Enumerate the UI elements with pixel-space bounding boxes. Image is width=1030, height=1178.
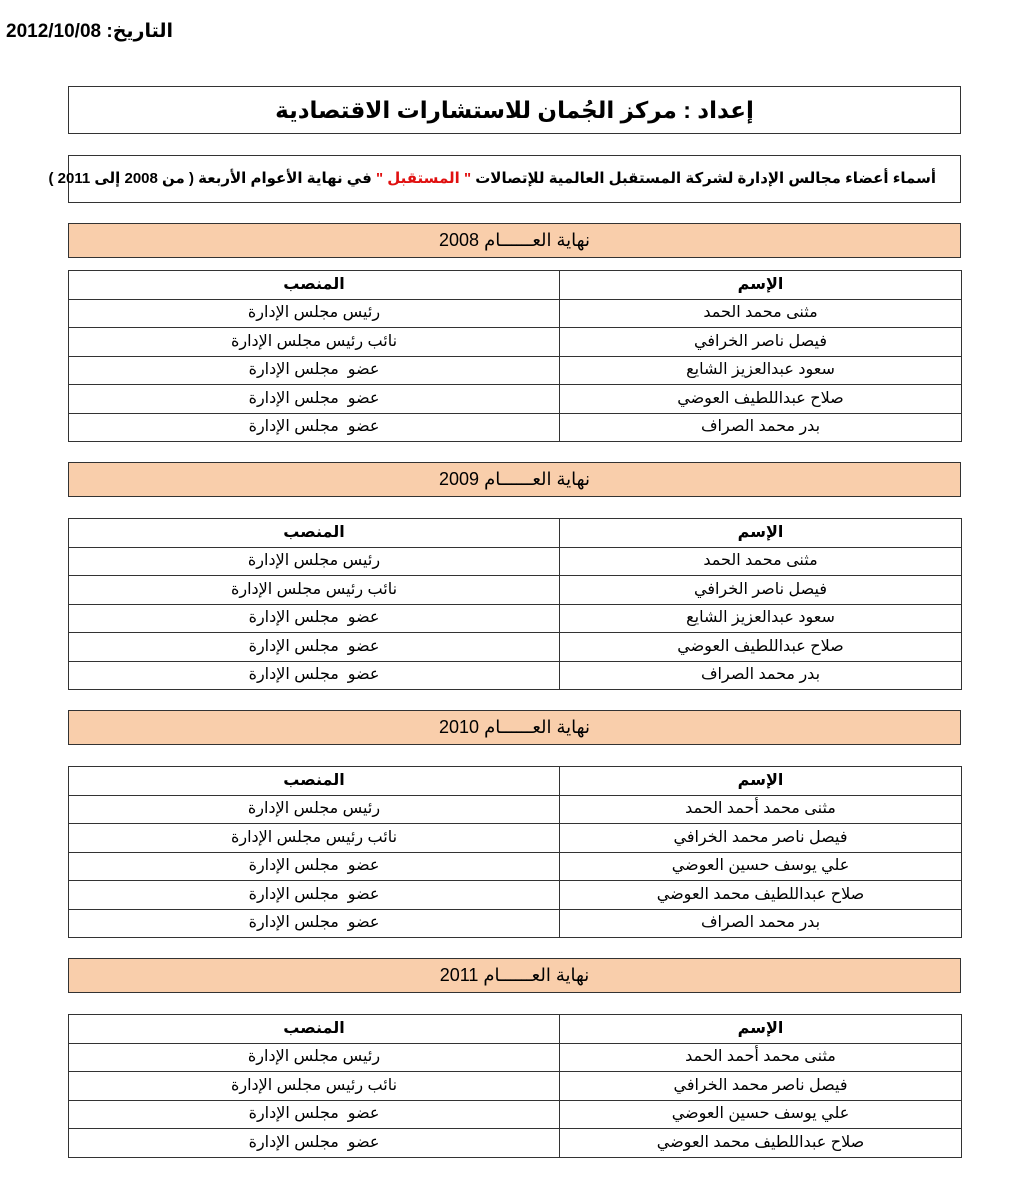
- member-position: عضو مجلس الإدارة: [69, 852, 560, 881]
- table-row: [69, 909, 962, 938]
- member-position: عضو مجلس الإدارة: [69, 909, 560, 938]
- member-position: عضو مجلس الإدارة: [69, 604, 560, 633]
- member-name: فيصل ناصر الخرافي: [560, 576, 962, 605]
- table-row: [69, 1072, 962, 1101]
- table-header-row: [69, 519, 962, 548]
- member-name: فيصل ناصر محمد الخرافي: [560, 824, 962, 853]
- member-position: عضو مجلس الإدارة: [69, 633, 560, 662]
- table-row: [69, 1129, 962, 1158]
- column-header-position: المنصب: [69, 1015, 560, 1044]
- board-table: [68, 766, 962, 938]
- member-position: نائب رئيس مجلس الإدارة: [69, 328, 560, 357]
- member-name: فيصل ناصر الخرافي: [560, 328, 962, 357]
- member-position: نائب رئيس مجلس الإدارة: [69, 1072, 560, 1101]
- table-row: [69, 824, 962, 853]
- member-position: رئيس مجلس الإدارة: [69, 547, 560, 576]
- table-row: [69, 633, 962, 662]
- member-position: عضو مجلس الإدارة: [69, 385, 560, 414]
- subtitle-box: [48, 155, 961, 203]
- member-name: علي يوسف حسين العوضي: [560, 852, 962, 881]
- table-row: [69, 356, 962, 385]
- member-name: صلاح عبداللطيف العوضي: [560, 385, 962, 414]
- member-name: بدر محمد الصراف: [560, 661, 962, 690]
- table-row: [69, 661, 962, 690]
- member-name: صلاح عبداللطيف محمد العوضي: [560, 1129, 962, 1158]
- member-position: رئيس مجلس الإدارة: [69, 299, 560, 328]
- prepared-by-text: إعداد : مركز الجُمان للاستشارات الاقتصادية: [275, 97, 754, 123]
- table-row: [69, 576, 962, 605]
- board-table: [68, 518, 962, 690]
- member-position: نائب رئيس مجلس الإدارة: [69, 824, 560, 853]
- table-row: [69, 881, 962, 910]
- year-header: نهاية العــــــام 2009: [68, 462, 961, 497]
- column-header-position: المنصب: [69, 519, 560, 548]
- table-row: [69, 385, 962, 414]
- column-header-name: الإسم: [560, 271, 962, 300]
- member-name: فيصل ناصر محمد الخرافي: [560, 1072, 962, 1101]
- member-name: مثنى محمد أحمد الحمد: [560, 795, 962, 824]
- member-position: عضو مجلس الإدارة: [69, 1100, 560, 1129]
- member-name: بدر محمد الصراف: [560, 413, 962, 442]
- member-position: عضو مجلس الإدارة: [69, 1129, 560, 1158]
- member-name: سعود عبدالعزيز الشايع: [560, 356, 962, 385]
- table-row: [69, 604, 962, 633]
- subtitle-after: في نهاية الأعوام الأربعة ( من 2008 إلى 2011 ): [48, 170, 376, 187]
- year-header: نهاية العــــــام 2011: [68, 958, 961, 993]
- member-position: عضو مجلس الإدارة: [69, 356, 560, 385]
- year-header: نهاية العــــــام 2010: [68, 710, 961, 745]
- table-row: [69, 328, 962, 357]
- member-position: رئيس مجلس الإدارة: [69, 1043, 560, 1072]
- member-name: مثنى محمد أحمد الحمد: [560, 1043, 962, 1072]
- board-table: [68, 1014, 962, 1158]
- year-header: نهاية العــــــام 2008: [68, 223, 961, 258]
- member-name: مثنى محمد الحمد: [560, 547, 962, 576]
- member-position: رئيس مجلس الإدارة: [69, 795, 560, 824]
- table-row: [69, 547, 962, 576]
- table-header-row: [69, 1015, 962, 1044]
- subtitle-before: أسماء أعضاء مجالس الإدارة لشركة المستقبل العالمية للإتصالات: [471, 170, 936, 187]
- table-row: [69, 852, 962, 881]
- member-name: سعود عبدالعزيز الشايع: [560, 604, 962, 633]
- table-row: [69, 1100, 962, 1129]
- member-name: علي يوسف حسين العوضي: [560, 1100, 962, 1129]
- date-value: 2012/10/08: [6, 21, 102, 42]
- table-row: [69, 299, 962, 328]
- table-row: [69, 1043, 962, 1072]
- member-name: مثنى محمد الحمد: [560, 299, 962, 328]
- column-header-name: الإسم: [560, 519, 962, 548]
- member-position: عضو مجلس الإدارة: [69, 881, 560, 910]
- member-name: بدر محمد الصراف: [560, 909, 962, 938]
- member-position: عضو مجلس الإدارة: [69, 413, 560, 442]
- prepared-by-box: [68, 86, 961, 134]
- column-header-position: المنصب: [69, 767, 560, 796]
- table-row: [69, 413, 962, 442]
- column-header-position: المنصب: [69, 271, 560, 300]
- column-header-name: الإسم: [560, 767, 962, 796]
- table-row: [69, 795, 962, 824]
- date-label: التاريخ:: [106, 21, 174, 42]
- column-header-name: الإسم: [560, 1015, 962, 1044]
- document-date: [6, 20, 173, 43]
- member-name: صلاح عبداللطيف العوضي: [560, 633, 962, 662]
- board-table: [68, 270, 962, 442]
- subtitle-company-highlight: " المستقبل ": [375, 170, 472, 187]
- table-header-row: [69, 767, 962, 796]
- member-name: صلاح عبداللطيف محمد العوضي: [560, 881, 962, 910]
- member-position: نائب رئيس مجلس الإدارة: [69, 576, 560, 605]
- member-position: عضو مجلس الإدارة: [69, 661, 560, 690]
- table-header-row: [69, 271, 962, 300]
